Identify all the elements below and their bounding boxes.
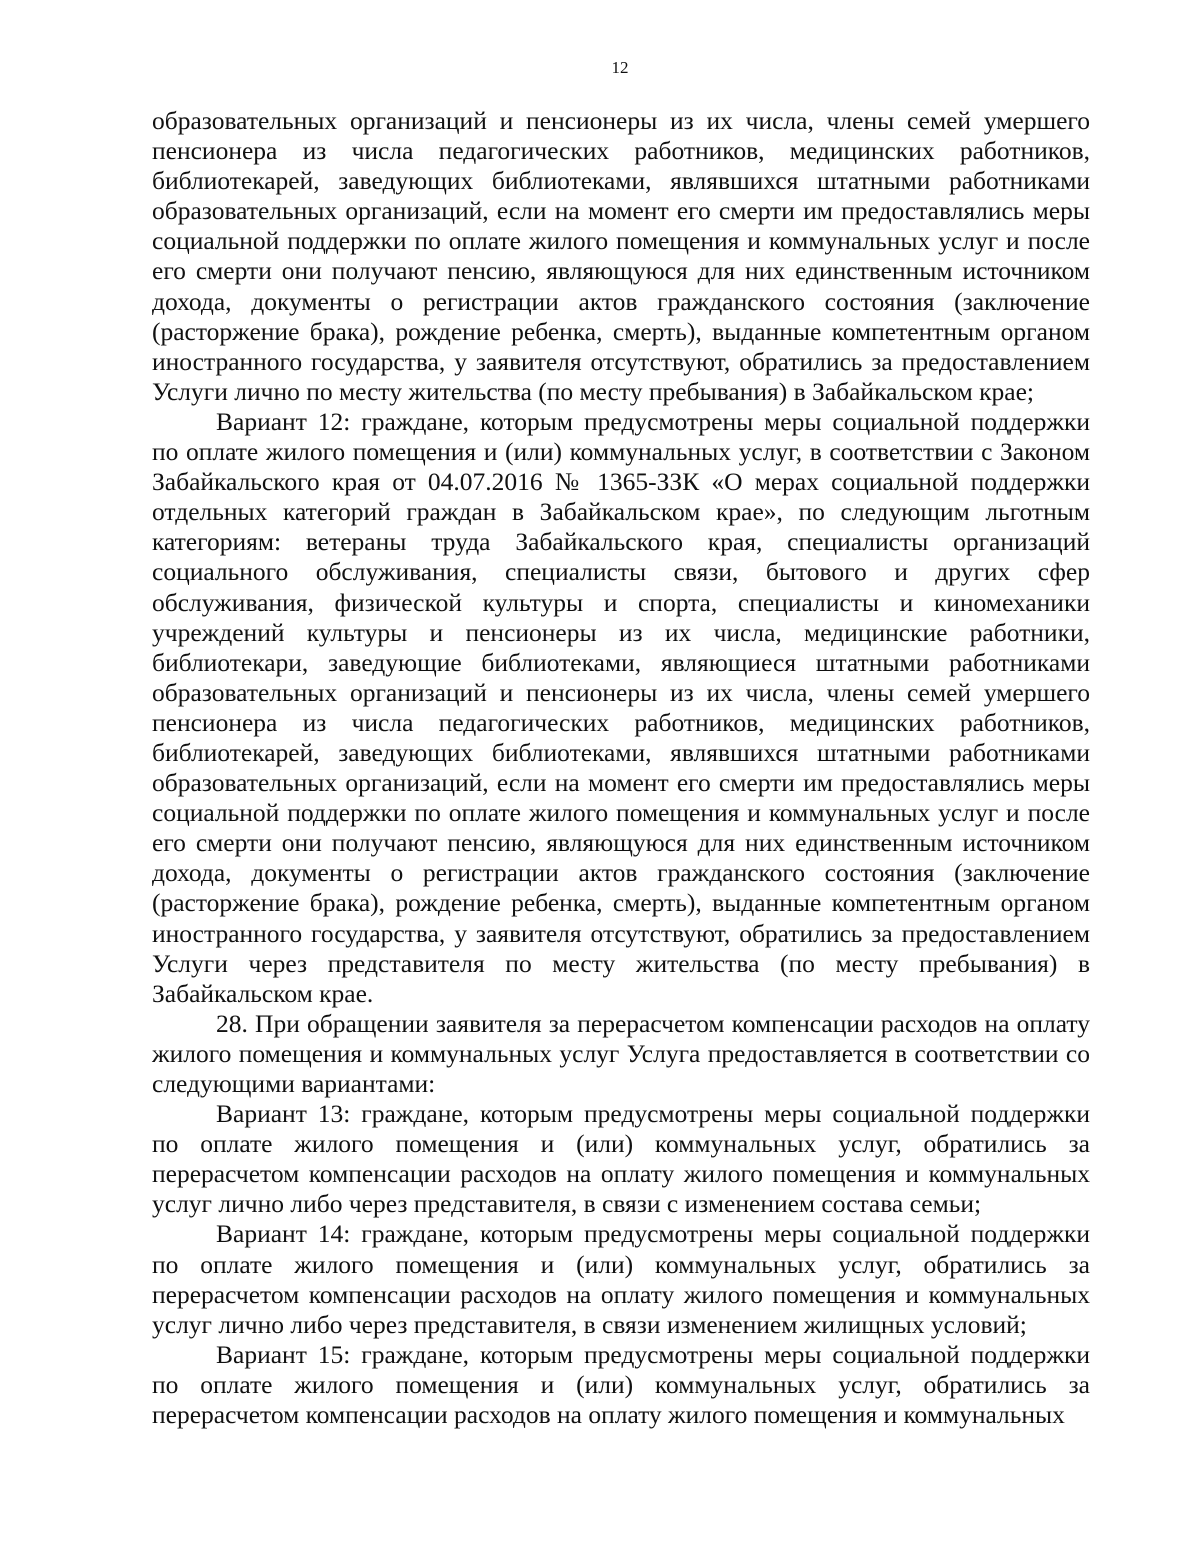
paragraph-variant-14: Вариант 14: граждане, которым предусмотрены меры социальной поддержки по оплате жилого помещения и (или) коммунальных услуг, обратились за перерасчетом компенсации расходов на оплату жилого помещения и коммунальных услуг лично либо через представителя, в связи изменением жилищных условий; [152, 1219, 1090, 1339]
paragraph-variant-13: Вариант 13: граждане, которым предусмотрены меры социальной поддержки по оплате жилого помещения и (или) коммунальных услуг, обратились за перерасчетом компенсации расходов на оплату жилого помещения и коммунальных услуг лично либо через представителя, в связи с изменением состава семьи; [152, 1099, 1090, 1219]
document-body [152, 106, 1090, 1430]
paragraph-variant-15: Вариант 15: граждане, которым предусмотрены меры социальной поддержки по оплате жилого помещения и (или) коммунальных услуг, обратились за перерасчетом компенсации расходов на оплату жилого помещения и коммунальных [152, 1339, 1090, 1430]
paragraph-continuation: образовательных организаций и пенсионеры из их числа, члены семей умершего пенсионера из числа педагогических работников, медицинских работников, библиотекарей, заведующих библиотеками, являвшихся штатными работниками образовательных организаций, если на момент его смерти им предоставлялись меры социальной поддержки по оплате жилого помещения и коммунальных услуг и после его смерти они получают пенсию, являющуюся для них единственным источником дохода, документы о регистрации актов гражданского состояния (заключение (расторжение брака), рождение ребенка, смерть), выданные компетентным органом иностранного государства, у заявителя отсутствуют, обратились за предоставлением Услуги лично по месту жительства (по месту пребывания) в Забайкальском крае; [152, 106, 1090, 406]
page-number: 12 [611, 58, 629, 77]
paragraph-variant-12: Вариант 12: граждане, которым предусмотрены меры социальной поддержки по оплате жилого помещения и (или) коммунальных услуг, в соответствии с Законом Забайкальского края от 04.07.2016 № 1365-ЗЗК «О мерах социальной поддержки отдельных категорий граждан в Забайкальском крае», по следующим льготным категориям: ветераны труда Забайкальского края, специалисты организаций социального обслуживания, специалисты связи, бытового и других сфер обслуживания, физической культуры и спорта, специалисты и киномеханики учреждений культуры и пенсионеры из их числа, медицинские работники, библиотекари, заведующие библиотеками, являющиеся штатными работниками образовательных организаций и пенсионеры из их числа, члены семей умершего пенсионера из числа педагогических работников, медицинских работников, библиотекарей, заведующих библиотеками, являвшихся штатными работниками образовательных организаций, если на момент его смерти им предоставлялись меры социальной поддержки по оплате жилого помещения и коммунальных услуг и после его смерти они получают пенсию, являющуюся для них единственным источником дохода, документы о регистрации актов гражданского состояния (заключение (расторжение брака), рождение ребенка, смерть), выданные компетентным органом иностранного государства, у заявителя отсутствуют, обратились за предоставлением Услуги через представителя по месту жительства (по месту пребывания) в Забайкальском крае. [152, 406, 1090, 1008]
paragraph-clause-28: 28. При обращении заявителя за перерасчетом компенсации расходов на оплату жилого помещения и коммунальных услуг Услуга предоставляется в соответствии со следующими вариантами: [152, 1008, 1090, 1098]
